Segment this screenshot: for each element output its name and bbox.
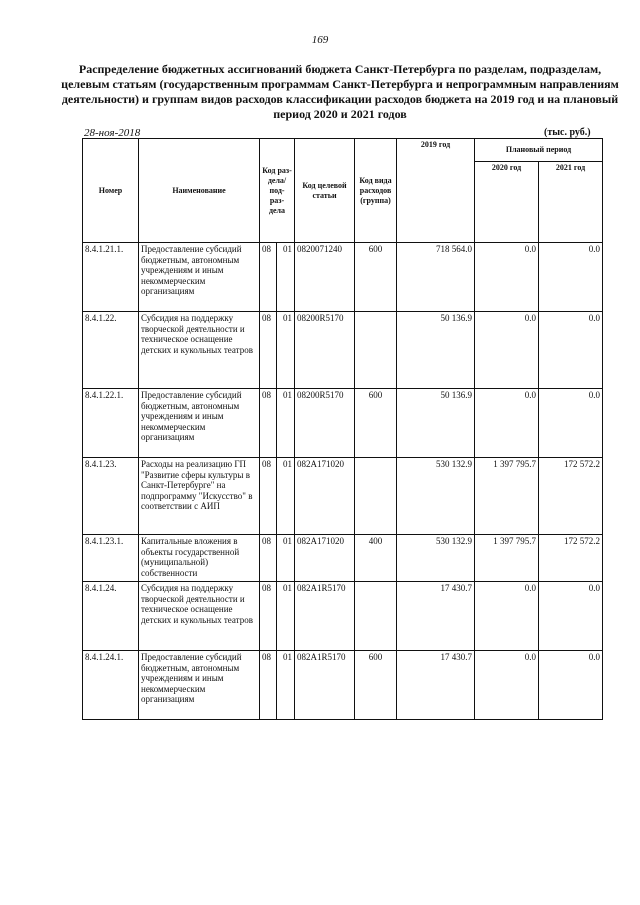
- row-2020: 0.0: [475, 651, 539, 720]
- header-target-code: Код целевой статьи: [295, 139, 355, 243]
- table-row: [83, 312, 603, 389]
- page-title: Распределение бюджетных ассигнований бюджета Санкт-Петербурга по разделам, подразделам, целевым статьям (государственным программам Санкт-Петербурга и непрограммным направлениям деятельности) и группам видов расходов классификации расходов бюджета на 2019 год и на плановый период 2020 и 2021 годов: [61, 62, 619, 121]
- row-2019: 718 564.0: [397, 243, 475, 312]
- row-name: Предоставление субсидий бюджетным, автономным учреждениям и иным некоммерческим организациям: [139, 243, 260, 312]
- page-number: 169: [311, 34, 329, 46]
- row-expense-type: [355, 458, 397, 535]
- row-2020: 0.0: [475, 243, 539, 312]
- row-name: Расходы на реализацию ГП "Развитие сферы культуры в Санкт-Петербурге" на подпрограмму "Искусство" в соответствии с АИП: [139, 458, 260, 535]
- row-2020: 1 397 795.7: [475, 535, 539, 582]
- row-2019: 17 430.7: [397, 582, 475, 651]
- row-name: Предоставление субсидий бюджетным, автономным учреждениям и иным некоммерческим организациям: [139, 651, 260, 720]
- header-planned-period: Плановый период: [475, 139, 603, 162]
- units-label: (тыс. руб.): [544, 127, 591, 138]
- header-2020: 2020 год: [475, 162, 539, 243]
- row-number: 8.4.1.21.1.: [83, 243, 139, 312]
- row-expense-type: 600: [355, 243, 397, 312]
- row-expense-type: 400: [355, 535, 397, 582]
- table-row: [83, 535, 603, 582]
- row-2021: 0.0: [539, 312, 603, 389]
- row-2021: 0.0: [539, 582, 603, 651]
- row-subsection: 01: [277, 243, 295, 312]
- row-target-code: 0820071240: [295, 243, 355, 312]
- header-section-code: Код раз- дела/ под- раз- дела: [260, 139, 295, 243]
- header-2019: 2019 год: [397, 139, 475, 243]
- row-subsection: 01: [277, 389, 295, 458]
- table-row: [83, 458, 603, 535]
- row-subsection: 01: [277, 458, 295, 535]
- row-number: 8.4.1.23.: [83, 458, 139, 535]
- row-2019: 17 430.7: [397, 651, 475, 720]
- row-2021: 0.0: [539, 651, 603, 720]
- table-row: [83, 582, 603, 651]
- row-target-code: 08200R5170: [295, 312, 355, 389]
- row-2019: 50 136.9: [397, 389, 475, 458]
- header-2021: 2021 год: [539, 162, 603, 243]
- row-2020: 1 397 795.7: [475, 458, 539, 535]
- row-expense-type: 600: [355, 651, 397, 720]
- row-2019: 50 136.9: [397, 312, 475, 389]
- row-2021: 172 572.2: [539, 458, 603, 535]
- budget-table: [82, 138, 603, 720]
- row-target-code: 08200R5170: [295, 389, 355, 458]
- row-name: Субсидия на поддержку творческой деятельности и техническое оснащение детских и кукольных театров: [139, 582, 260, 651]
- row-subsection: 01: [277, 312, 295, 389]
- row-target-code: 082A171020: [295, 458, 355, 535]
- row-target-code: 082A171020: [295, 535, 355, 582]
- header-expense-type: Код вида расходов (группа): [355, 139, 397, 243]
- row-2021: 0.0: [539, 389, 603, 458]
- row-section: 08: [260, 312, 277, 389]
- row-name: Субсидия на поддержку творческой деятельности и техническое оснащение детских и кукольных театров: [139, 312, 260, 389]
- row-2019: 530 132.9: [397, 458, 475, 535]
- row-number: 8.4.1.22.: [83, 312, 139, 389]
- document-date: 28-ноя-2018: [84, 127, 141, 139]
- row-name: Капитальные вложения в объекты государственной (муниципальной) собственности: [139, 535, 260, 582]
- row-2020: 0.0: [475, 389, 539, 458]
- row-name: Предоставление субсидий бюджетным, автономным учреждениям и иным некоммерческим организациям: [139, 389, 260, 458]
- row-2020: 0.0: [475, 582, 539, 651]
- row-2020: 0.0: [475, 312, 539, 389]
- table-row: [83, 389, 603, 458]
- row-2021: 172 572.2: [539, 535, 603, 582]
- row-2019: 530 132.9: [397, 535, 475, 582]
- row-number: 8.4.1.24.1.: [83, 651, 139, 720]
- row-section: 08: [260, 458, 277, 535]
- row-section: 08: [260, 535, 277, 582]
- row-number: 8.4.1.22.1.: [83, 389, 139, 458]
- row-target-code: 082A1R5170: [295, 582, 355, 651]
- row-subsection: 01: [277, 582, 295, 651]
- row-section: 08: [260, 389, 277, 458]
- row-expense-type: 600: [355, 389, 397, 458]
- row-number: 8.4.1.23.1.: [83, 535, 139, 582]
- row-expense-type: [355, 312, 397, 389]
- row-section: 08: [260, 582, 277, 651]
- row-section: 08: [260, 651, 277, 720]
- header-name: Наименование: [139, 139, 260, 243]
- row-section: 08: [260, 243, 277, 312]
- header-number: Номер: [83, 139, 139, 243]
- table-row: [83, 651, 603, 720]
- row-subsection: 01: [277, 535, 295, 582]
- row-number: 8.4.1.24.: [83, 582, 139, 651]
- table-row: [83, 243, 603, 312]
- row-subsection: 01: [277, 651, 295, 720]
- row-2021: 0.0: [539, 243, 603, 312]
- row-target-code: 082A1R5170: [295, 651, 355, 720]
- row-expense-type: [355, 582, 397, 651]
